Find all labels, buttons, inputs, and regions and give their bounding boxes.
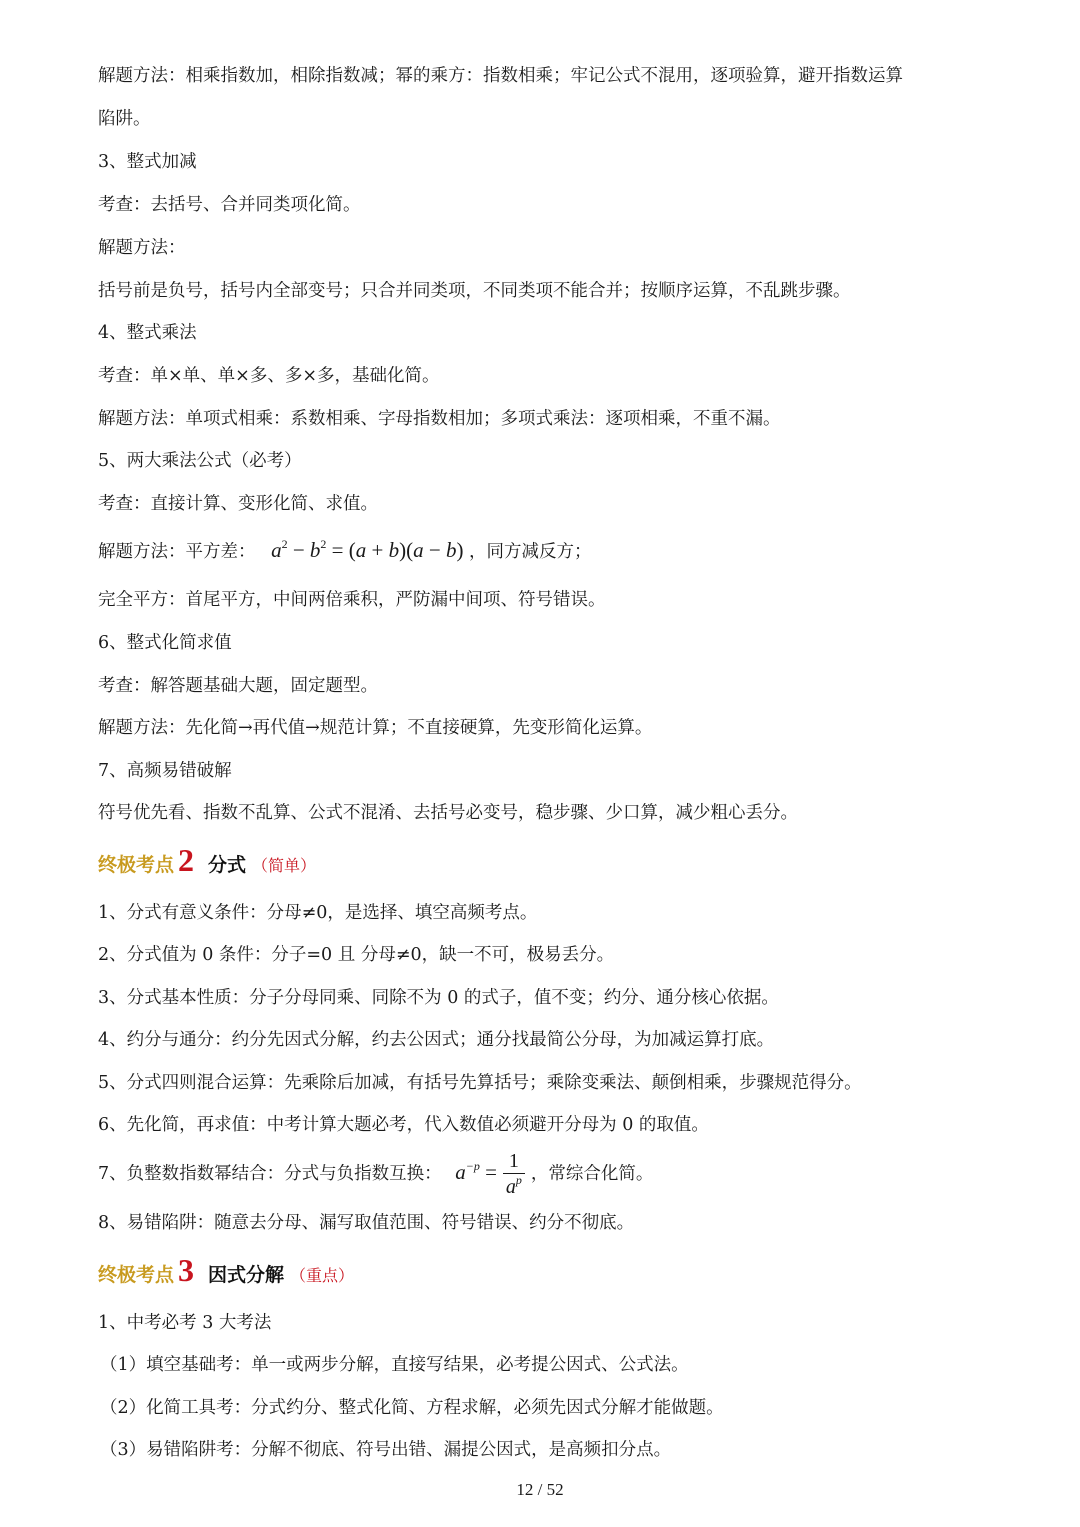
subsection-title: 5、两大乘法公式（必考）: [98, 451, 302, 471]
section-number: 3: [178, 1252, 195, 1288]
subsection-title: 4、整式乘法: [98, 323, 197, 343]
list-item: 3、分式基本性质：分子分母同乘、同除不为 0 的式子，值不变；约分、通分核心依据。: [98, 988, 779, 1008]
text-line: 考查：去括号、合并同类项化简。: [98, 195, 361, 215]
list-item: 6、先化简，再求值：中考计算大题必考，代入数值必须避开分母为 0 的取值。: [98, 1115, 709, 1135]
list-item: （2）化简工具考：分式约分、整式化简、方程求解，必须先因式分解才能做题。: [100, 1398, 724, 1418]
section-prefix: 终极考点: [98, 1264, 175, 1286]
list-item: 8、易错陷阱：随意去分母、漏写取值范围、符号错误、约分不彻底。: [98, 1213, 635, 1233]
text-line: 解题方法：先化简→再代值→规范计算；不直接硬算，先变形简化运算。: [98, 718, 653, 738]
section-heading: [98, 1252, 354, 1289]
list-item: （3）易错陷阱考：分解不彻底、符号出错、漏提公因式，是高频扣分点。: [100, 1440, 672, 1460]
section-prefix: 终极考点: [98, 854, 175, 876]
text-line: 解题方法：单项式相乘：系数相乘、字母指数相加；多项式乘法：逐项相乘，不重不漏。: [98, 409, 781, 429]
section-title: 分式: [208, 854, 247, 876]
subsection-title: 6、整式化简求值: [98, 633, 232, 653]
subsection-title: 3、整式加减: [98, 152, 197, 172]
formula-line: [98, 1146, 653, 1200]
section-number: 2: [178, 842, 195, 878]
text-line: 考查：单×单、单×多、多×多，基础化简。: [98, 366, 440, 386]
text-line: 陷阱。: [98, 109, 151, 129]
text-line: 符号优先看、指数不乱算、公式不混淆、去括号必变号，稳步骤、少口算，减少粗心丢分。: [98, 803, 798, 823]
section-note: （简单）: [252, 856, 317, 875]
text-fragment: ，常综合化简。: [530, 1164, 654, 1184]
list-item: 4、约分与通分：约分先因式分解，约去公因式；通分找最简公分母，为加减运算打底。: [98, 1030, 775, 1050]
list-item: 1、分式有意义条件：分母≠0，是选择、填空高频考点。: [98, 903, 538, 923]
subsection-title: 7、高频易错破解: [98, 761, 232, 781]
list-item: 1、中考必考 3 大考法: [98, 1313, 272, 1333]
text-line: 解题方法：: [98, 238, 186, 258]
negative-exponent-formula: $a^{-p}$ = $\frac{1}{a^p}$: [455, 1160, 531, 1184]
list-item: 5、分式四则混合运算：先乘除后加减，有括号先算括号；乘除变乘法、颠倒相乘，步骤规范得分。: [98, 1073, 862, 1093]
text-line: 括号前是负号，括号内全部变号；只合并同类项，不同类项不能合并；按顺序运算，不乱跳步骤。: [98, 281, 851, 301]
list-item: 2、分式值为 0 条件：分子=0 且 分母≠0，缺一不可，极易丢分。: [98, 945, 615, 965]
text-line: 完全平方：首尾平方，中间两倍乘积，严防漏中间项、符号错误。: [98, 590, 606, 610]
text-line: 考查：直接计算、变形化简、求值。: [98, 494, 378, 514]
text-fragment: 解题方法：平方差：: [98, 542, 256, 562]
formula-line: [98, 533, 592, 569]
text-line: 考查：解答题基础大题，固定题型。: [98, 676, 378, 696]
text-fragment: ，同方减反方；: [469, 542, 592, 562]
text-fragment: 7、负整数指数幂结合：分式与负指数互换：: [98, 1164, 442, 1184]
section-heading: [98, 842, 316, 879]
section-note: （重点）: [290, 1266, 355, 1285]
section-title: 因式分解: [208, 1264, 285, 1286]
list-item: （1）填空基础考：单一或两步分解，直接写结果，必考提公因式、公式法。: [100, 1355, 689, 1375]
text-line: 解题方法：相乘指数加，相除指数减；幂的乘方：指数相乘；牢记公式不混用，逐项验算，避开指数运算: [98, 66, 903, 86]
difference-of-squares-formula: $a^2 - b^2 = (a + b)(a - b)$: [271, 537, 464, 562]
page-number: 12 / 52: [516, 1480, 564, 1499]
